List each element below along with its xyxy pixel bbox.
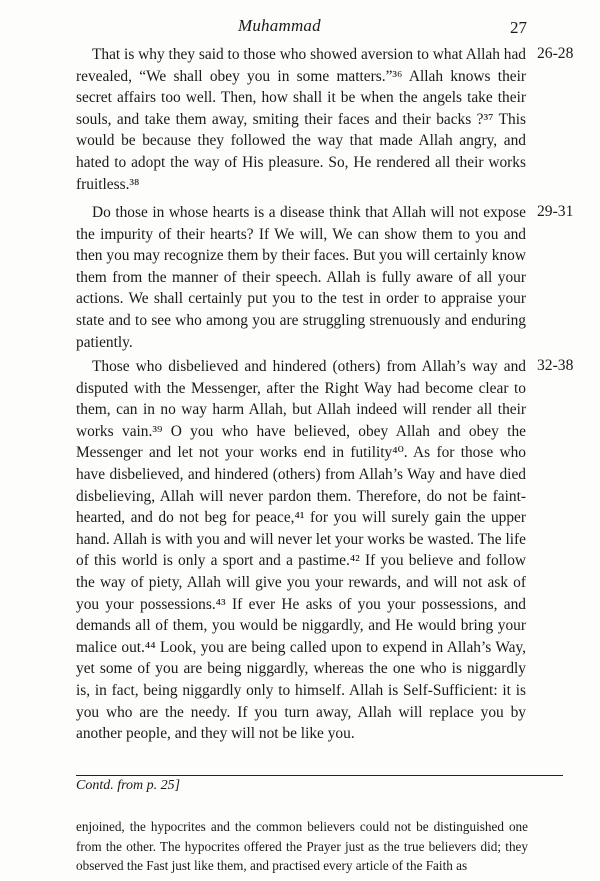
verse-reference: 32-38 xyxy=(537,357,574,374)
footnote xyxy=(76,817,528,876)
footnote-heading: Contd. from p. 25] xyxy=(76,778,181,793)
footnote-text: enjoined, the hypocrites and the common believers could not be distinguished one from the other. The hypocrites offered the Prayer just as the true believers did; they observed the Fast just like them, and practised every article of the Faith as xyxy=(76,819,528,874)
paragraph-text: That is why they said to those who showed aversion to what Allah had revealed, “We shall obey you in some matters.”³⁶ Allah knows their secret affairs too well. Then, how shall it be when the angels take their souls, and take them away, smiting their faces and their backs ?³⁷ This would be because they followed the way that made Allah angry, and hated to adopt the way of His pleasure. So, He rendered all their works fruitless.³⁸ xyxy=(76,46,526,193)
page-number: 27 xyxy=(510,18,527,37)
verse-reference: 29-31 xyxy=(537,203,574,220)
running-title: Muhammad xyxy=(238,16,321,35)
footnote-divider xyxy=(76,775,563,776)
verse-reference: 26-28 xyxy=(537,45,574,62)
paragraph-1 xyxy=(76,44,526,195)
paragraph-text: Those who disbelieved and hindered (others) from Allah’s way and disputed with the Messenger, after the Right Way had become clear to them, can in no way harm Allah, but Allah indeed will render all their works vain.³⁹ O you who have believed, obey Allah and obey the Messenger and let not your works end in futility⁴⁰. As for those who have disbelieved, and hindered (others) from Allah’s Way and have died disbelieving, Allah will never pardon them. Therefore, do not be faint-hearted, and do not beg for peace,⁴¹ for you will surely gain the upper hand. Allah is with you and will never let your works be wasted. The life of this world is only a sport and a pastime.⁴² If you believe and follow the way of piety, Allah will give you your rewards, and will not ask of you your possessions.⁴³ If ever He asks of you your possessions, and demands all of them, you would be niggardly, and He would bring your malice out.⁴⁴ Look, you are being called upon to expend in Allah’s Way, yet some of you are being niggardly, whereas the one who is niggardly is, in fact, being niggardly only to himself. Allah is Self-Sufficient: it is you who are the needy. If you turn away, Allah will replace you by another people, and they will not be like you. xyxy=(76,358,526,743)
page-header xyxy=(0,14,600,38)
paragraph-3 xyxy=(76,356,526,745)
paragraph-text: Do those in whose hearts is a disease think that Allah will not expose the impurity of their hearts? If We will, We can show them to you and then you may recognize them by their faces. But you will certainly know them from the manner of their speech. Allah is fully aware of all your actions. We shall certainly put you to the test in order to appraise your state and to see who among you are struggling strenuously and enduring patiently. xyxy=(76,204,526,351)
paragraph-2 xyxy=(76,202,526,353)
